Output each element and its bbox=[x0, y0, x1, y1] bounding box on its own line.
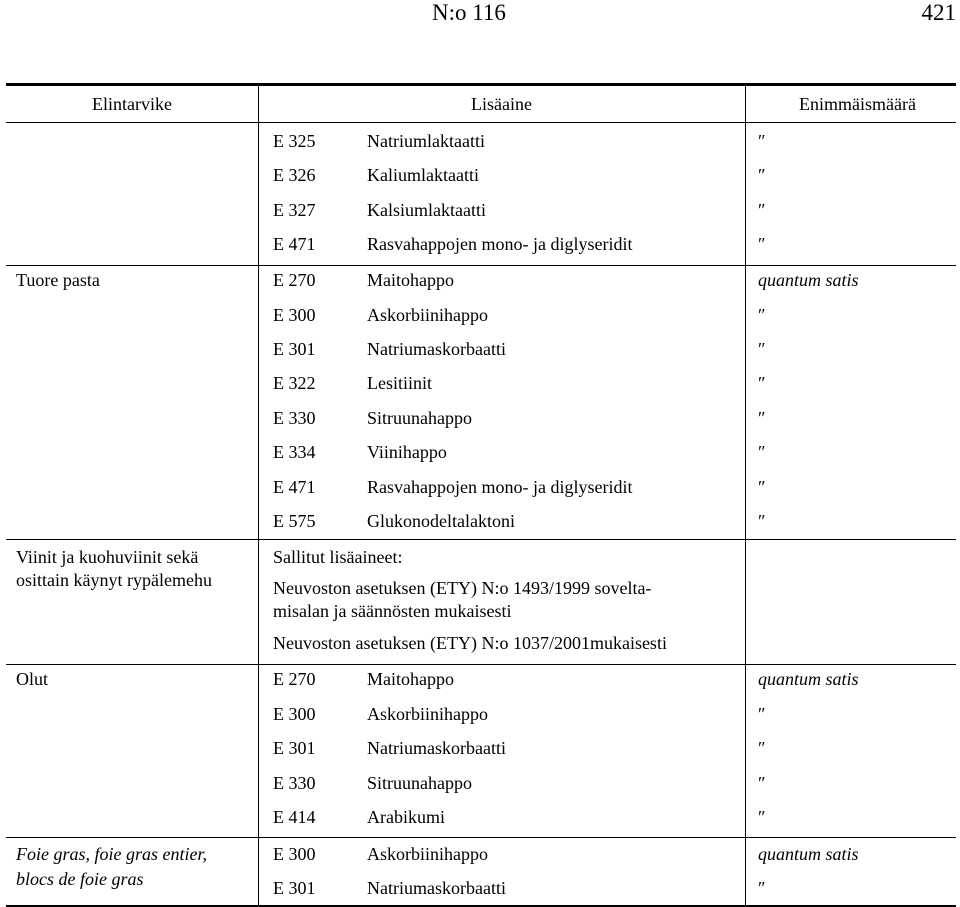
max-amount: ″ bbox=[758, 477, 766, 497]
max-amount: ″ bbox=[758, 373, 766, 393]
additive-code: E 322 bbox=[273, 373, 316, 393]
additive-name: Natriumaskorbaatti bbox=[367, 878, 506, 898]
additive-code: E 270 bbox=[273, 270, 316, 290]
max-amount: ″ bbox=[758, 234, 766, 254]
additive-code: E 301 bbox=[273, 878, 316, 898]
additive-code: E 330 bbox=[273, 408, 316, 428]
additive-name: Viinihappo bbox=[367, 442, 447, 462]
additive-code: E 270 bbox=[273, 669, 316, 689]
max-amount: ″ bbox=[758, 200, 766, 220]
additive-code: E 326 bbox=[273, 165, 316, 185]
additive-code: E 471 bbox=[273, 234, 316, 254]
max-amount: ″ bbox=[758, 773, 766, 793]
additive-name: Arabikumi bbox=[367, 807, 445, 827]
max-amount: ″ bbox=[758, 165, 766, 185]
additive-code: E 301 bbox=[273, 339, 316, 359]
additive-code: E 325 bbox=[273, 131, 316, 151]
food-name-line: osittain käynyt rypälemehu bbox=[16, 570, 212, 590]
additive-name: Askorbiinihappo bbox=[367, 305, 488, 325]
additive-name: Kalsiumlaktaatti bbox=[367, 200, 486, 220]
additive-name: Natriumlaktaatti bbox=[367, 131, 485, 151]
additive-name: Sitruunahappo bbox=[367, 773, 472, 793]
additive-name: Natriumaskorbaatti bbox=[367, 738, 506, 758]
column-divider-left bbox=[258, 86, 259, 905]
additive-code: E 300 bbox=[273, 844, 316, 864]
additive-code: E 301 bbox=[273, 738, 316, 758]
additive-name: Rasvahappojen mono- ja diglyseridit bbox=[367, 234, 633, 254]
beer-section-rule bbox=[6, 664, 956, 665]
max-amount: ″ bbox=[758, 738, 766, 758]
max-amount: ″ bbox=[758, 807, 766, 827]
food-name: Olut bbox=[16, 669, 49, 689]
additive-name: Rasvahappojen mono- ja diglyseridit bbox=[367, 477, 633, 497]
max-amount: ″ bbox=[758, 305, 766, 325]
pasta-section-rule bbox=[6, 265, 956, 266]
additive-code: E 471 bbox=[273, 477, 316, 497]
column-divider-right bbox=[745, 86, 746, 905]
max-amount: ″ bbox=[758, 878, 766, 898]
column-header-additive: Lisäaine bbox=[471, 94, 532, 114]
column-header-food: Elintarvike bbox=[92, 94, 172, 114]
max-amount: quantum satis bbox=[758, 669, 859, 689]
max-amount: quantum satis bbox=[758, 270, 859, 290]
max-amount: ″ bbox=[758, 704, 766, 724]
regulation-reference: Neuvoston asetuksen (ETY) N:o 1037/2001mukaisesti bbox=[273, 633, 667, 653]
additive-code: E 330 bbox=[273, 773, 316, 793]
food-name-line: Viinit ja kuohuviinit sekä bbox=[16, 547, 199, 567]
additive-name: Askorbiinihappo bbox=[367, 844, 488, 864]
regulation-reference: Neuvoston asetuksen (ETY) N:o 1493/1999 sovelta- bbox=[273, 578, 652, 598]
max-amount: ″ bbox=[758, 511, 766, 531]
additive-code: E 300 bbox=[273, 305, 316, 325]
additive-name: Lesitiinit bbox=[367, 373, 432, 393]
food-name-line: Foie gras, foie gras entier, bbox=[16, 844, 207, 864]
page-number: 421 bbox=[921, 0, 956, 25]
max-amount: ″ bbox=[758, 131, 766, 151]
additive-code: E 414 bbox=[273, 807, 316, 827]
additive-name: Maitohappo bbox=[367, 270, 454, 290]
food-name: Tuore pasta bbox=[16, 270, 100, 290]
additive-code: E 575 bbox=[273, 511, 316, 531]
max-amount: ″ bbox=[758, 408, 766, 428]
additive-name: Sitruunahappo bbox=[367, 408, 472, 428]
additive-name: Maitohappo bbox=[367, 669, 454, 689]
max-amount: ″ bbox=[758, 339, 766, 359]
additive-name: Glukonodeltalaktoni bbox=[367, 511, 515, 531]
additive-code: E 327 bbox=[273, 200, 316, 220]
additive-code: E 334 bbox=[273, 442, 316, 462]
column-header-max-amount: Enimmäismäärä bbox=[799, 94, 916, 114]
wine-section-rule bbox=[6, 539, 956, 540]
additive-name: Kaliumlaktaatti bbox=[367, 165, 479, 185]
max-amount: ″ bbox=[758, 442, 766, 462]
additive-code: E 300 bbox=[273, 704, 316, 724]
food-name-line: blocs de foie gras bbox=[16, 869, 144, 889]
allowed-additives-label: Sallitut lisäaineet: bbox=[273, 547, 403, 567]
foie-section-rule bbox=[6, 837, 956, 838]
regulation-reference: misalan ja säännösten mukaisesti bbox=[273, 601, 512, 621]
header-rule bbox=[6, 122, 956, 123]
additive-name: Askorbiinihappo bbox=[367, 704, 488, 724]
max-amount: quantum satis bbox=[758, 844, 859, 864]
table-top-rule bbox=[6, 83, 956, 86]
additive-name: Natriumaskorbaatti bbox=[367, 339, 506, 359]
document-number: N:o 116 bbox=[432, 0, 506, 25]
